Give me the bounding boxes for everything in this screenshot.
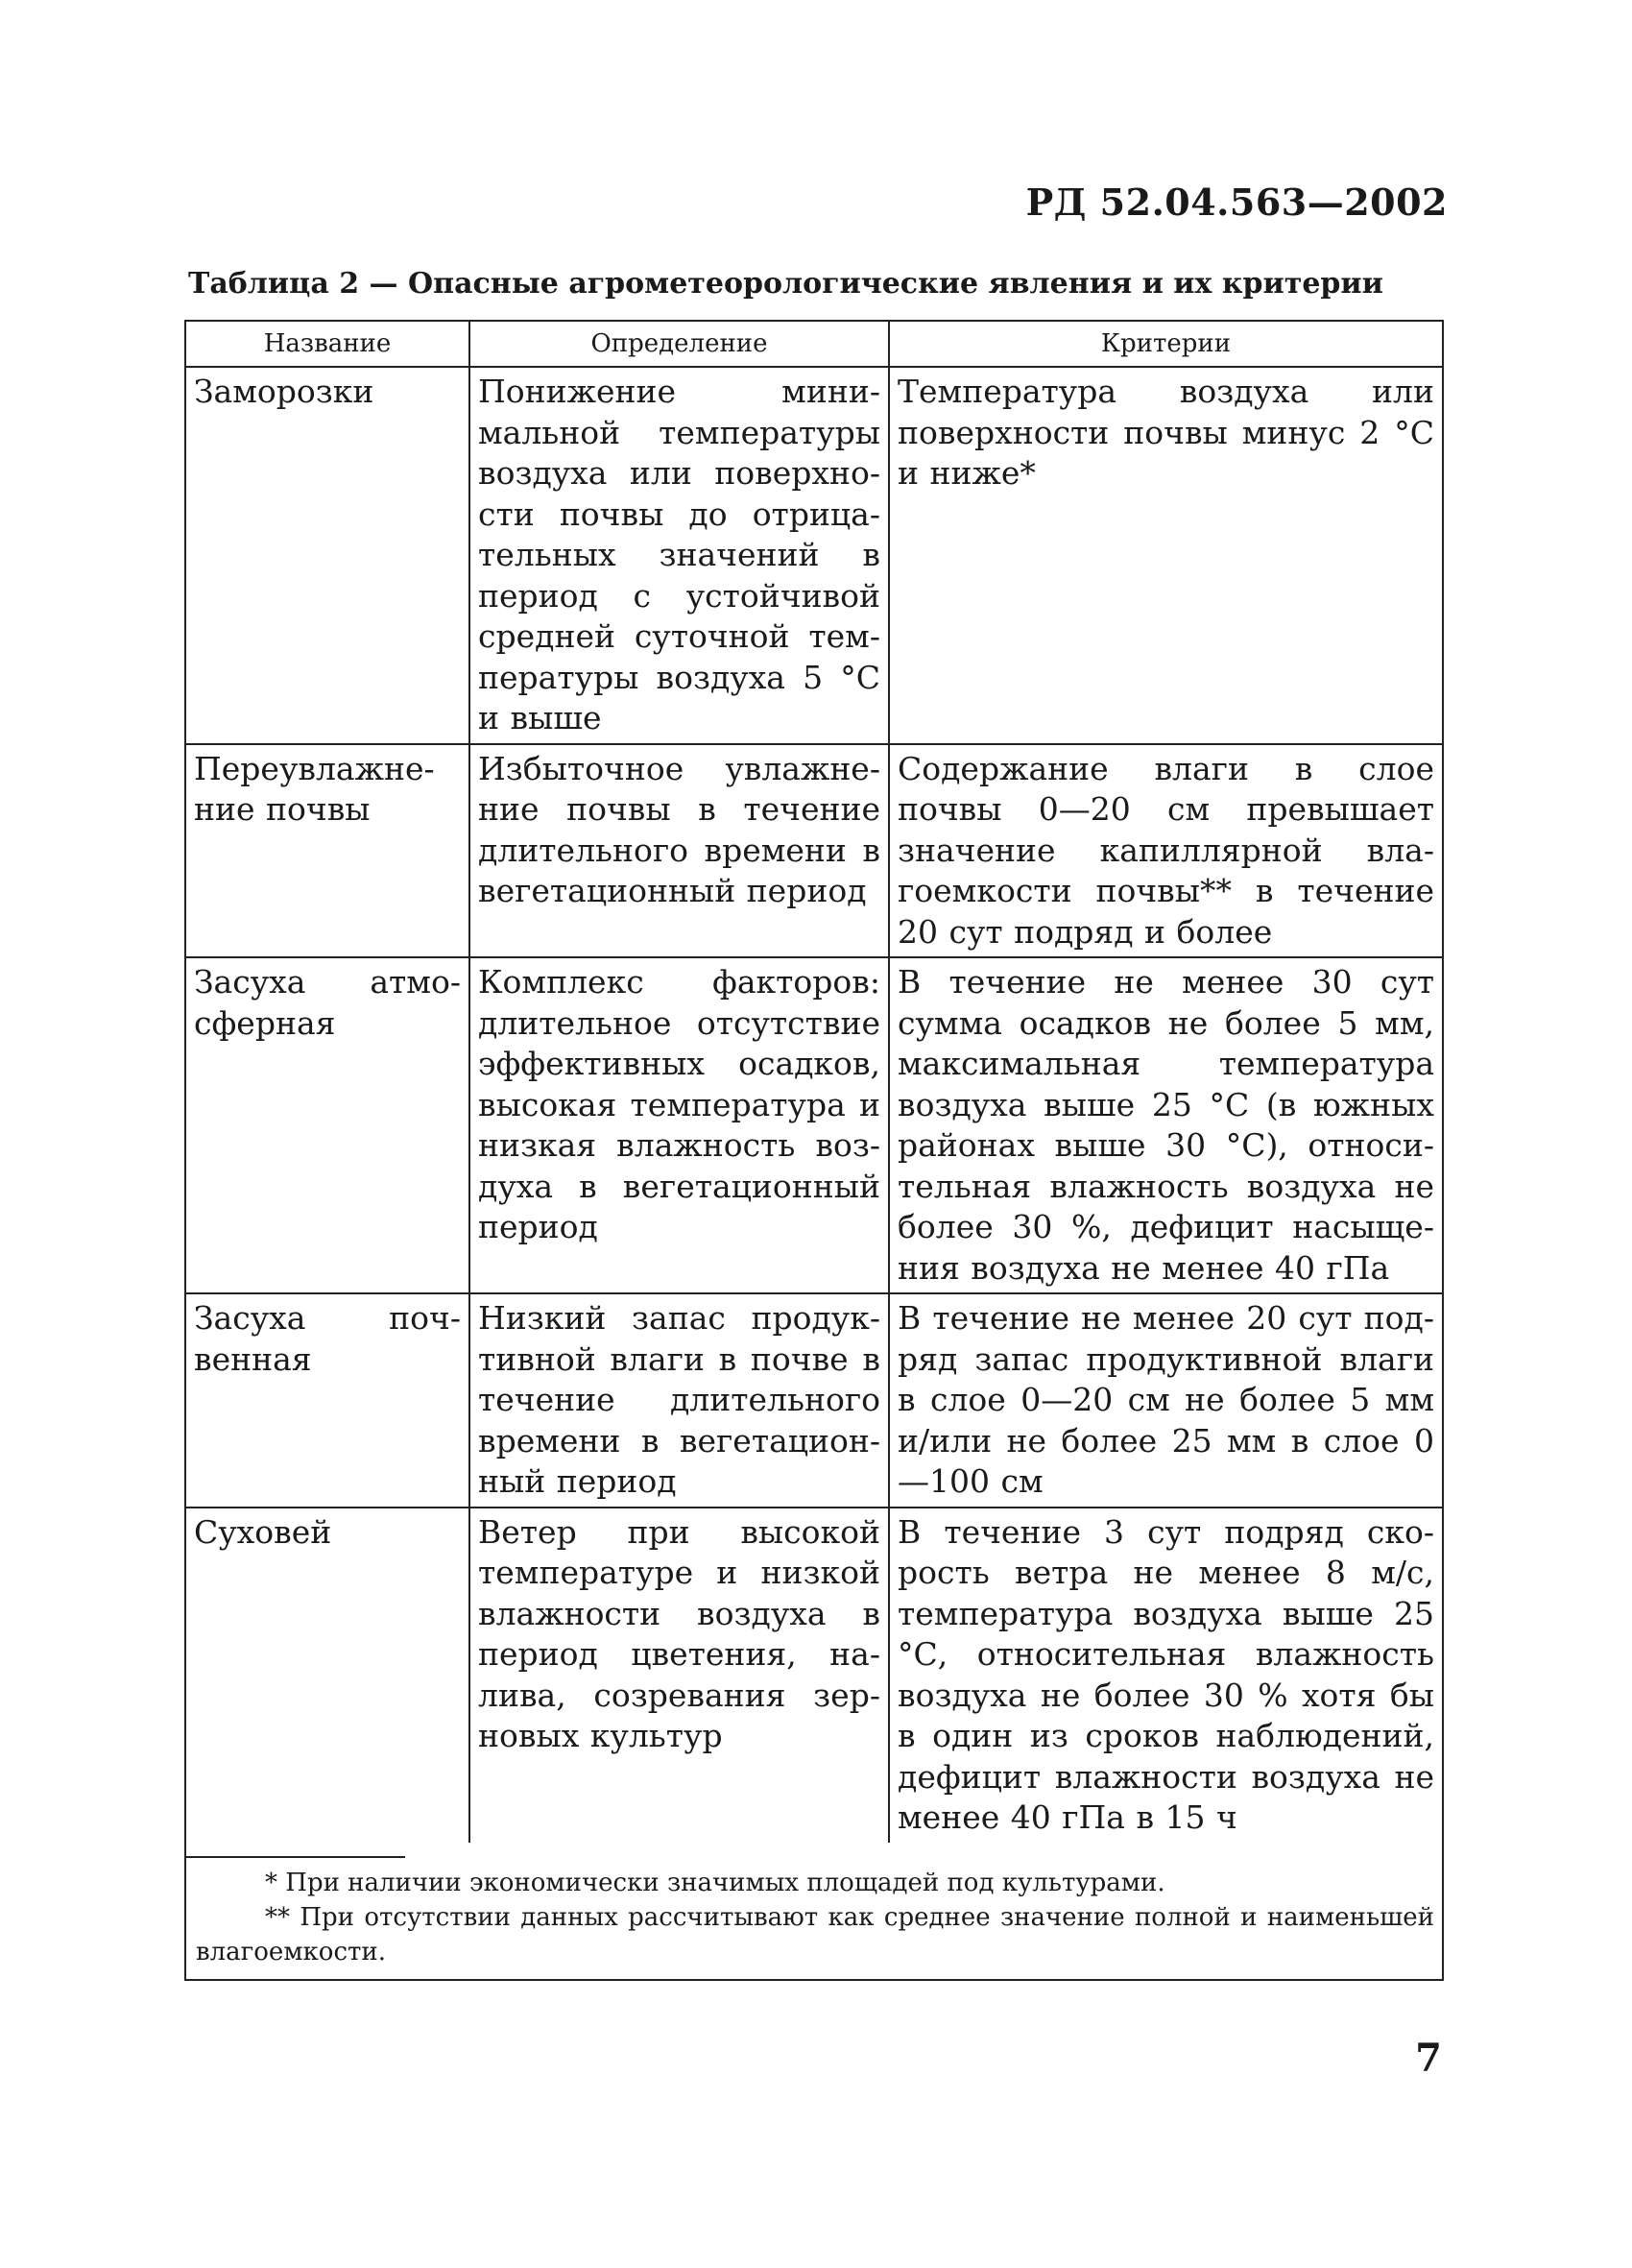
cell-criteria: Температура воздуха или поверхности почвы минус 2 °С и ниже*: [889, 367, 1442, 744]
cell-definition: Избыточное увлажнение почвы в течение длительного времени в вегетационный период: [469, 744, 889, 958]
cell-name: Заморозки: [186, 367, 469, 744]
cell-definition: Низкий запас продуктивной влаги в почве в течение длительного времени в вегетационный период: [469, 1293, 889, 1508]
table-row: [186, 744, 1442, 958]
cell-criteria: Содержание влаги в слое почвы 0—20 см превышает значение капиллярной влагоемкости почвы** в течение 20 сут подряд и более: [889, 744, 1442, 958]
cell-name: Суховей: [186, 1508, 469, 1843]
table-row: [186, 1293, 1442, 1508]
table-header-row: [186, 322, 1442, 367]
cell-definition: Понижение минимальной температуры воздуха или поверхности почвы до отрицательных значений в период с устойчивой средней суточной температуры воздуха 5 °С и выше: [469, 367, 889, 744]
table-footnotes: [186, 1860, 1442, 1979]
table-row: [186, 1508, 1442, 1843]
cell-criteria: В течение 3 сут подряд скорость ветра не менее 8 м/с, температура воздуха выше 25 °С, относительная влажность воздуха не более 30 % хотя бы в один из сроков наблюдений, дефицит влажности воздуха не менее 40 гПа в 15 ч: [898, 1512, 1434, 1836]
column-header-name: Название: [186, 322, 469, 367]
column-header-criteria: Критерии: [889, 322, 1442, 367]
table-row: [186, 957, 1442, 1293]
footnote-2: ** При отсутствии данных рассчитывают как среднее значение полной и наименьшей влагоемкости.: [196, 1903, 1434, 1966]
cell-name: Засуха атмосферная: [186, 957, 469, 1293]
hazards-table: [184, 320, 1444, 1981]
table-title: Таблица 2 — Опасные агрометеорологические явления и их критерии: [188, 267, 1383, 301]
page-number: 7: [1415, 2036, 1442, 2081]
cell-criteria: В течение не менее 30 сут сумма осадков не более 5 мм, максимальная температура воздуха выше 25 °С (в южных районах выше 30 °С), относительная влажность воздуха не более 30 %, дефицит насыщения воздуха не менее 40 гПа: [889, 957, 1442, 1293]
document-code: РД 52.04.563—2002: [1025, 181, 1448, 224]
cell-name: Переувлажнение почвы: [186, 744, 469, 958]
cell-definition: Комплекс факторов: длительное отсутствие эффективных осадков, высокая температура и низкая влажность воздуха в вегетационный период: [469, 957, 889, 1293]
footnote-1: * При наличии экономически значимых площадей под культурами.: [265, 1869, 1165, 1897]
cell-name: Засуха почвенная: [186, 1293, 469, 1508]
cell-criteria: В течение не менее 20 сут подряд запас продуктивной влаги в слое 0—20 см не более 5 мм и/или не более 25 мм в слое 0—100 см: [889, 1293, 1442, 1508]
column-header-definition: Определение: [469, 322, 889, 367]
table-row: [186, 367, 1442, 744]
footnote-divider: [186, 1856, 405, 1858]
cell-definition: Ветер при высокой температуре и низкой влажности воздуха в период цветения, налива, созревания зерновых культур: [469, 1508, 889, 1843]
